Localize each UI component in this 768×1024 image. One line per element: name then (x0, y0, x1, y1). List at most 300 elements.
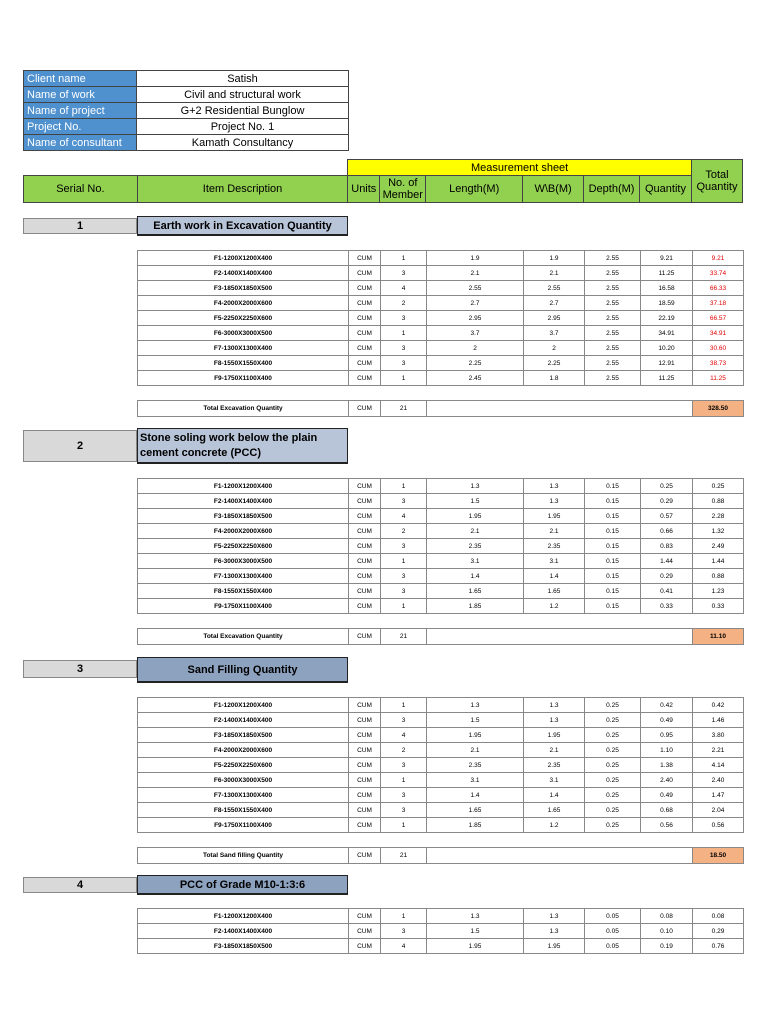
table-cell: 3 (381, 569, 427, 584)
total-members: 21 (381, 401, 427, 417)
table-cell: 2.55 (585, 326, 641, 341)
table-cell: 1.95 (427, 728, 524, 743)
table-cell: 1.95 (524, 728, 585, 743)
table-cell: 1.85 (427, 599, 524, 614)
table-cell: CUM (349, 539, 381, 554)
table-cell: 1.3 (427, 909, 524, 924)
table-cell: 2.55 (585, 296, 641, 311)
table-row (138, 584, 744, 599)
table-cell: CUM (349, 554, 381, 569)
table-row (138, 341, 744, 356)
table-cell: 4 (381, 939, 427, 954)
table-row (138, 803, 744, 818)
table-cell: 0.57 (641, 509, 693, 524)
table-cell: CUM (349, 251, 381, 266)
table-cell: 2.95 (524, 311, 585, 326)
table-cell: 3 (381, 341, 427, 356)
item-description-cell: F4-2000X2000X600 (138, 524, 349, 539)
info-value: Civil and structural work (137, 87, 349, 103)
table-cell: 0.25 (693, 479, 744, 494)
table-cell: 0.15 (585, 479, 641, 494)
table-cell: 1 (381, 698, 427, 713)
table-cell: 2.55 (585, 266, 641, 281)
item-description-cell: F4-2000X2000X600 (138, 296, 349, 311)
table-cell: 0.08 (641, 909, 693, 924)
table-cell: CUM (349, 773, 381, 788)
table-cell: 1.3 (524, 924, 585, 939)
width-header: W\B(M) (523, 176, 584, 203)
table-cell: 34.91 (693, 326, 744, 341)
table-cell: 0.49 (641, 788, 693, 803)
table-cell: 1.65 (427, 803, 524, 818)
table-cell: 1.10 (641, 743, 693, 758)
table-cell: CUM (349, 758, 381, 773)
table-cell: 2.55 (585, 251, 641, 266)
table-cell: 4 (381, 509, 427, 524)
table-cell: 0.15 (585, 494, 641, 509)
table-cell: 1.65 (524, 584, 585, 599)
table-cell: 1.3 (524, 909, 585, 924)
table-cell: CUM (349, 818, 381, 833)
total-label: Total Excavation Quantity (138, 401, 349, 417)
table-cell: 1 (381, 909, 427, 924)
table-cell: CUM (349, 599, 381, 614)
total-row (138, 848, 744, 864)
table-cell: 11.25 (641, 266, 693, 281)
item-description-cell: F7-1300X1300X400 (138, 788, 349, 803)
table-cell: 1.5 (427, 924, 524, 939)
table-cell: 1.9 (524, 251, 585, 266)
table-cell: 3.1 (524, 773, 585, 788)
table-cell: 3 (381, 924, 427, 939)
table-row (138, 698, 744, 713)
table-cell: 2.40 (641, 773, 693, 788)
table-cell: CUM (349, 296, 381, 311)
table-cell: 3 (381, 266, 427, 281)
table-cell: 2 (524, 341, 585, 356)
table-cell: 1.95 (427, 509, 524, 524)
table-cell: CUM (349, 509, 381, 524)
table-cell: 2.04 (693, 803, 744, 818)
table-cell: 1.3 (524, 698, 585, 713)
table-cell: CUM (349, 924, 381, 939)
table-cell: 2.55 (585, 341, 641, 356)
table-cell: 1 (381, 251, 427, 266)
table-cell: 1.2 (524, 599, 585, 614)
table-row (138, 281, 744, 296)
table-cell: 0.25 (585, 803, 641, 818)
table-cell: 0.29 (641, 569, 693, 584)
item-description-cell: F8-1550X1550X400 (138, 584, 349, 599)
table-cell: 3 (381, 494, 427, 509)
table-cell: 33.74 (693, 266, 744, 281)
table-cell: 18.59 (641, 296, 693, 311)
table-cell: 1.5 (427, 713, 524, 728)
table-cell: 4.14 (693, 758, 744, 773)
table-cell: 2 (381, 524, 427, 539)
table-row (138, 713, 744, 728)
table-cell: 1.32 (693, 524, 744, 539)
total-value: 18.50 (693, 848, 744, 864)
table-cell: 1.3 (427, 698, 524, 713)
item-description-cell: F2-1400X1400X400 (138, 713, 349, 728)
quantity-header: Quantity (640, 176, 692, 203)
item-description-cell: F2-1400X1400X400 (138, 494, 349, 509)
table-cell: CUM (349, 341, 381, 356)
table-cell: 22.19 (641, 311, 693, 326)
table-cell: 2.40 (693, 773, 744, 788)
table-cell: 0.56 (693, 818, 744, 833)
total-spacer (427, 848, 693, 864)
table-cell: 2 (381, 296, 427, 311)
table-cell: 2 (427, 341, 524, 356)
table-cell: 2.25 (524, 356, 585, 371)
table-cell: 0.49 (641, 713, 693, 728)
info-value: G+2 Residential Bunglow (137, 103, 349, 119)
table-cell: 0.15 (585, 584, 641, 599)
table-cell: 2.35 (524, 758, 585, 773)
table-cell: 0.15 (585, 599, 641, 614)
table-cell: CUM (349, 713, 381, 728)
table-cell: 1.65 (427, 584, 524, 599)
table-cell: CUM (349, 569, 381, 584)
table-cell: 3 (381, 803, 427, 818)
item-description-cell: F2-1400X1400X400 (138, 266, 349, 281)
table-cell: 1.3 (524, 494, 585, 509)
table-cell: 0.15 (585, 509, 641, 524)
table-cell: 3.1 (427, 773, 524, 788)
table-cell: CUM (349, 479, 381, 494)
table-cell: 2.7 (427, 296, 524, 311)
table-cell: 0.33 (641, 599, 693, 614)
table-cell: 2.55 (585, 371, 641, 386)
table-cell: 2.35 (427, 539, 524, 554)
table-row (138, 909, 744, 924)
table-cell: 11.25 (693, 371, 744, 386)
total-row (138, 629, 744, 645)
item-description-cell: F2-1400X1400X400 (138, 924, 349, 939)
table-cell: 66.57 (693, 311, 744, 326)
section-title: Sand Filling Quantity (137, 657, 348, 683)
table-cell: CUM (349, 803, 381, 818)
total-label: Total Sand filling Quantity (138, 848, 349, 864)
table-cell: CUM (349, 494, 381, 509)
table-cell: 1.4 (427, 569, 524, 584)
table-cell: 2.1 (427, 266, 524, 281)
table-cell: 1.47 (693, 788, 744, 803)
table-cell: 4 (381, 281, 427, 296)
item-description-cell: F1-1200X1200X400 (138, 698, 349, 713)
table-cell: 1.4 (524, 788, 585, 803)
table-cell: 1.3 (524, 479, 585, 494)
total-label: Total Excavation Quantity (138, 629, 349, 645)
table-cell: 10.20 (641, 341, 693, 356)
table-cell: 2.55 (427, 281, 524, 296)
members-header: No. of Member (380, 176, 426, 203)
table-cell: 11.25 (641, 371, 693, 386)
table-cell: 0.25 (585, 728, 641, 743)
table-cell: 3.7 (524, 326, 585, 341)
table-cell: 1.95 (427, 939, 524, 954)
table-cell: 2.1 (524, 743, 585, 758)
table-row (138, 266, 744, 281)
total-value: 328.50 (693, 401, 744, 417)
table-cell: CUM (349, 524, 381, 539)
table-cell: 2.1 (427, 743, 524, 758)
table-row (138, 356, 744, 371)
table-cell: CUM (349, 939, 381, 954)
item-description-cell: F8-1550X1550X400 (138, 356, 349, 371)
table-cell: CUM (349, 266, 381, 281)
total-members: 21 (381, 848, 427, 864)
total-unit: CUM (349, 401, 381, 417)
total-spacer (427, 629, 693, 645)
table-cell: 2.1 (524, 524, 585, 539)
table-cell: 2 (381, 743, 427, 758)
table-cell: 0.10 (641, 924, 693, 939)
table-cell: CUM (349, 371, 381, 386)
table-cell: 1 (381, 479, 427, 494)
table-cell: 2.1 (427, 524, 524, 539)
item-description-cell: F1-1200X1200X400 (138, 479, 349, 494)
table-cell: CUM (349, 281, 381, 296)
table-row (138, 939, 744, 954)
table-cell: 0.05 (585, 924, 641, 939)
table-cell: 0.15 (585, 524, 641, 539)
table-cell: 2.35 (427, 758, 524, 773)
table-cell: 0.33 (693, 599, 744, 614)
table-row (138, 569, 744, 584)
table-cell: 1.5 (427, 494, 524, 509)
item-description-cell: F4-2000X2000X600 (138, 743, 349, 758)
table-cell: 4 (381, 728, 427, 743)
item-description-cell: F3-1850X1850X500 (138, 728, 349, 743)
table-cell: 0.56 (641, 818, 693, 833)
table-row (138, 539, 744, 554)
table-cell: 0.95 (641, 728, 693, 743)
units-header: Units (348, 176, 380, 203)
table-row (138, 599, 744, 614)
table-cell: 0.29 (693, 924, 744, 939)
table-cell: CUM (349, 909, 381, 924)
measurement-header (23, 159, 743, 203)
info-value: Kamath Consultancy (137, 135, 349, 151)
item-description-cell: F6-3000X3000X500 (138, 773, 349, 788)
depth-header: Depth(M) (584, 176, 640, 203)
table-row (138, 743, 744, 758)
table-cell: 1.23 (693, 584, 744, 599)
total-unit: CUM (349, 848, 381, 864)
table-cell: 2.7 (524, 296, 585, 311)
table-cell: 2.55 (585, 356, 641, 371)
table-cell: 2.28 (693, 509, 744, 524)
section-serial: 2 (23, 430, 137, 462)
table-cell: 0.68 (641, 803, 693, 818)
total-row (138, 401, 744, 417)
table-cell: 1.95 (524, 509, 585, 524)
table-cell: 3 (381, 311, 427, 326)
item-description-cell: F7-1300X1300X400 (138, 341, 349, 356)
table-cell: 1 (381, 371, 427, 386)
table-cell: 0.66 (641, 524, 693, 539)
total-value: 11.10 (693, 629, 744, 645)
table-cell: 1.85 (427, 818, 524, 833)
table-cell: 2.55 (585, 311, 641, 326)
table-cell: 9.21 (641, 251, 693, 266)
section-serial: 1 (23, 218, 137, 234)
section-serial: 3 (23, 660, 137, 678)
table-cell: 1.9 (427, 251, 524, 266)
table-cell: 1.44 (641, 554, 693, 569)
table-row (138, 924, 744, 939)
table-cell: 0.76 (693, 939, 744, 954)
item-description-cell: F6-3000X3000X500 (138, 554, 349, 569)
table-row (138, 788, 744, 803)
table-cell: 1 (381, 554, 427, 569)
table-cell: 0.83 (641, 539, 693, 554)
item-description-cell: F5-2250X2250X600 (138, 539, 349, 554)
table-cell: 66.33 (693, 281, 744, 296)
item-description-cell: F7-1300X1300X400 (138, 569, 349, 584)
serial-header: Serial No. (24, 176, 138, 203)
table-cell: 0.41 (641, 584, 693, 599)
table-cell: 0.29 (641, 494, 693, 509)
table-cell: 3 (381, 713, 427, 728)
table-cell: 9.21 (693, 251, 744, 266)
table-cell: 1 (381, 599, 427, 614)
table-cell: CUM (349, 584, 381, 599)
table-cell: 0.25 (585, 698, 641, 713)
table-row (138, 818, 744, 833)
table-cell: 2.45 (427, 371, 524, 386)
table-cell: 3 (381, 356, 427, 371)
table-cell: 1.8 (524, 371, 585, 386)
item-description-cell: F1-1200X1200X400 (138, 251, 349, 266)
table-cell: 2.1 (524, 266, 585, 281)
table-row (138, 251, 744, 266)
table-cell: 2.21 (693, 743, 744, 758)
table-cell: 3 (381, 788, 427, 803)
section-title: Earth work in Excavation Quantity (137, 216, 348, 236)
table-cell: 34.91 (641, 326, 693, 341)
item-description-cell: F9-1750X1100X400 (138, 599, 349, 614)
section-total (137, 400, 744, 417)
table-row (138, 554, 744, 569)
table-cell: 1.3 (427, 479, 524, 494)
item-description-cell: F8-1550X1550X400 (138, 803, 349, 818)
section-total (137, 847, 744, 864)
table-cell: 0.15 (585, 539, 641, 554)
info-label: Name of work (24, 87, 137, 103)
info-label: Project No. (24, 119, 137, 135)
table-cell: 3 (381, 539, 427, 554)
table-cell: 0.05 (585, 909, 641, 924)
table-cell: 16.58 (641, 281, 693, 296)
table-cell: 1 (381, 773, 427, 788)
table-cell: 2.95 (427, 311, 524, 326)
table-cell: 0.42 (693, 698, 744, 713)
table-cell: 0.05 (585, 939, 641, 954)
table-cell: 1.95 (524, 939, 585, 954)
table-cell: 2.49 (693, 539, 744, 554)
table-cell: 3.1 (524, 554, 585, 569)
length-header: Length(M) (426, 176, 523, 203)
table-cell: CUM (349, 788, 381, 803)
section-title: PCC of Grade M10-1:3:6 (137, 875, 348, 895)
measurement-sheet-title: Measurement sheet (348, 160, 692, 176)
section-serial: 4 (23, 877, 137, 893)
info-label: Client name (24, 71, 137, 87)
table-row (138, 773, 744, 788)
table-cell: 38.73 (693, 356, 744, 371)
table-cell: 0.25 (641, 479, 693, 494)
table-cell: CUM (349, 311, 381, 326)
section-title: Stone soling work below the plain cement concrete (PCC) (137, 428, 348, 464)
item-description-cell: F3-1850X1850X500 (138, 281, 349, 296)
table-cell: CUM (349, 356, 381, 371)
table-cell: 2.55 (585, 281, 641, 296)
table-row (138, 494, 744, 509)
table-cell: 0.15 (585, 569, 641, 584)
table-cell: 3 (381, 584, 427, 599)
table-cell: 2.55 (524, 281, 585, 296)
table-row (138, 479, 744, 494)
table-cell: 0.25 (585, 713, 641, 728)
table-row (138, 296, 744, 311)
table-cell: 1.65 (524, 803, 585, 818)
table-row (138, 326, 744, 341)
table-cell: 0.19 (641, 939, 693, 954)
table-cell: 3.7 (427, 326, 524, 341)
total-spacer (427, 401, 693, 417)
table-row (138, 509, 744, 524)
table-row (138, 371, 744, 386)
section-table (137, 250, 744, 386)
table-cell: 1.4 (524, 569, 585, 584)
item-description-cell: F5-2250X2250X600 (138, 311, 349, 326)
table-cell: 12.91 (641, 356, 693, 371)
item-header: Item Description (137, 176, 348, 203)
table-row (138, 524, 744, 539)
section-total (137, 628, 744, 645)
table-cell: 0.25 (585, 818, 641, 833)
item-description-cell: F5-2250X2250X600 (138, 758, 349, 773)
item-description-cell: F3-1850X1850X500 (138, 939, 349, 954)
section-table (137, 908, 744, 954)
total-unit: CUM (349, 629, 381, 645)
table-cell: 1.46 (693, 713, 744, 728)
table-cell: 1 (381, 818, 427, 833)
table-cell: 0.25 (585, 758, 641, 773)
table-cell: CUM (349, 698, 381, 713)
table-cell: 1 (381, 326, 427, 341)
table-cell: 3 (381, 758, 427, 773)
table-cell: 0.88 (693, 494, 744, 509)
item-description-cell: F6-3000X3000X500 (138, 326, 349, 341)
section-table (137, 478, 744, 614)
table-cell: CUM (349, 743, 381, 758)
table-cell: 1.4 (427, 788, 524, 803)
table-cell: 1.44 (693, 554, 744, 569)
table-cell: 0.88 (693, 569, 744, 584)
table-cell: 1.2 (524, 818, 585, 833)
table-cell: 30.60 (693, 341, 744, 356)
table-cell: 1.38 (641, 758, 693, 773)
info-value: Satish (137, 71, 349, 87)
table-cell: 3.1 (427, 554, 524, 569)
table-row (138, 311, 744, 326)
total-members: 21 (381, 629, 427, 645)
